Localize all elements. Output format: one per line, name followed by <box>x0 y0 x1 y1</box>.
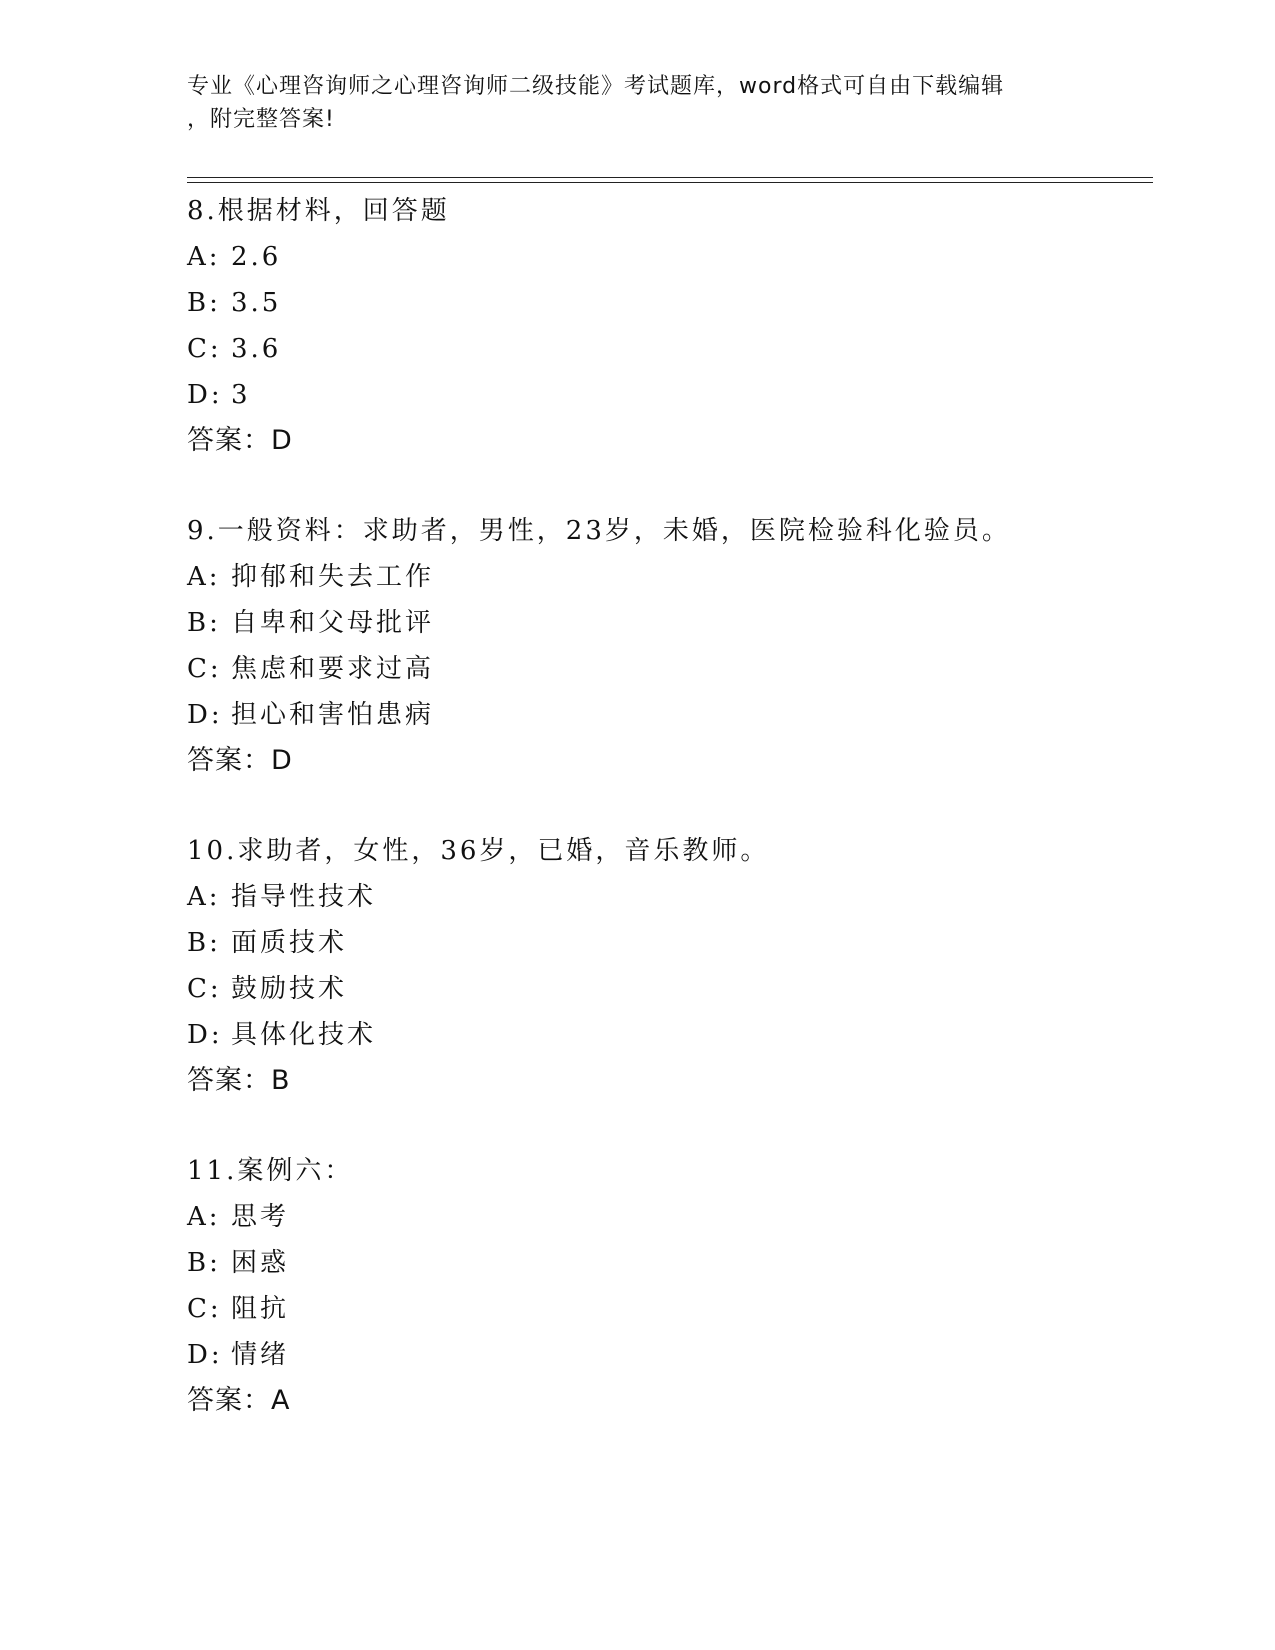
option-text: 困惑 <box>231 1248 290 1278</box>
option-a <box>187 1194 1153 1240</box>
option-c <box>187 966 1153 1012</box>
option-text: 担心和害怕患病 <box>231 700 435 730</box>
header-line-2: ，附完整答案! <box>187 107 335 132</box>
question-10 <box>187 828 1153 1104</box>
answer: 答案：A <box>187 1385 291 1416</box>
option-text: 指导性技术 <box>231 882 377 912</box>
question-11 <box>187 1148 1153 1424</box>
option-letter: C: <box>187 334 222 364</box>
option-a <box>187 554 1153 600</box>
question-stem: 8.根据材料，回答题 <box>187 196 450 226</box>
option-b <box>187 280 1153 326</box>
option-text: 具体化技术 <box>231 1020 377 1050</box>
option-text: 2.6 <box>231 242 282 272</box>
option-text: 鼓励技术 <box>231 974 348 1004</box>
option-letter: A: <box>187 882 221 912</box>
option-d <box>187 1332 1153 1378</box>
option-text: 自卑和父母批评 <box>231 608 435 638</box>
option-letter: C: <box>187 1294 222 1324</box>
question-8 <box>187 188 1153 464</box>
answer: 答案：D <box>187 745 293 776</box>
question-list <box>187 188 1153 1468</box>
option-text: 情绪 <box>231 1340 290 1370</box>
option-letter: D: <box>187 1340 223 1370</box>
option-a <box>187 874 1153 920</box>
option-b <box>187 600 1153 646</box>
option-text: 3.5 <box>231 288 282 318</box>
header-divider-top <box>187 177 1153 178</box>
answer: 答案：D <box>187 425 293 456</box>
option-text: 阻抗 <box>231 1294 290 1324</box>
question-stem: 10.求助者，女性，36岁，已婚，音乐教师。 <box>187 836 770 866</box>
answer: 答案：B <box>187 1065 291 1096</box>
header-divider-bottom <box>187 182 1153 183</box>
option-c <box>187 1286 1153 1332</box>
question-stem: 9.一般资料：求助者，男性，23岁，未婚，医院检验科化验员。 <box>187 516 1011 546</box>
option-text: 3 <box>231 380 251 410</box>
question-stem: 11.案例六： <box>187 1156 354 1186</box>
option-letter: A: <box>187 242 221 272</box>
option-b <box>187 1240 1153 1286</box>
option-letter: C: <box>187 654 222 684</box>
option-d <box>187 692 1153 738</box>
option-letter: A: <box>187 1202 221 1232</box>
option-letter: C: <box>187 974 222 1004</box>
option-text: 3.6 <box>231 334 282 364</box>
option-text: 焦虑和要求过高 <box>231 654 435 684</box>
option-text: 抑郁和失去工作 <box>231 562 435 592</box>
option-letter: B: <box>187 1248 221 1278</box>
option-b <box>187 920 1153 966</box>
document-header <box>187 70 1087 136</box>
option-letter: D: <box>187 700 223 730</box>
option-a <box>187 234 1153 280</box>
header-line-1: 专业《心理咨询师之心理咨询师二级技能》考试题库，word格式可自由下载编辑 <box>187 74 1005 99</box>
option-letter: D: <box>187 380 223 410</box>
question-9 <box>187 508 1153 784</box>
option-d <box>187 1012 1153 1058</box>
option-text: 面质技术 <box>231 928 348 958</box>
option-d <box>187 372 1153 418</box>
option-letter: B: <box>187 608 221 638</box>
option-letter: D: <box>187 1020 223 1050</box>
option-c <box>187 646 1153 692</box>
option-text: 思考 <box>231 1202 290 1232</box>
option-c <box>187 326 1153 372</box>
option-letter: B: <box>187 288 221 318</box>
option-letter: B: <box>187 928 221 958</box>
option-letter: A: <box>187 562 221 592</box>
